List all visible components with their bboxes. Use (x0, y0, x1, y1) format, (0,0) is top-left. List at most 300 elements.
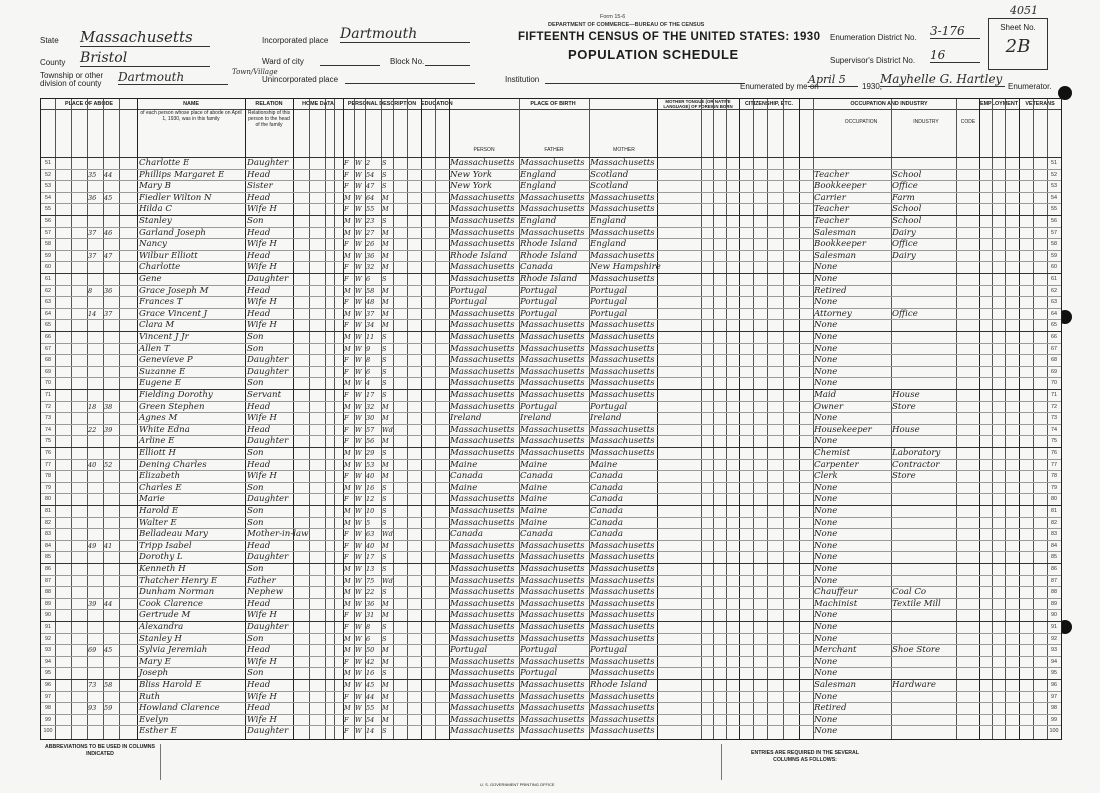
cell-pob: Massachusetts (450, 726, 515, 737)
line-number: 93 (1051, 647, 1057, 654)
cell-rel: Head (247, 192, 271, 203)
column-divider (119, 99, 120, 739)
cell-age: 2 (366, 159, 371, 167)
line-number: 64 (45, 310, 51, 317)
cell-race: W (355, 472, 362, 481)
cell-age: 12 (366, 495, 375, 504)
cell-race: W (355, 646, 362, 655)
column-divider (767, 99, 768, 739)
cell-age: 17 (366, 391, 375, 399)
cell-sex: M (344, 704, 351, 713)
cell-mpob: Massachusetts (590, 366, 655, 377)
cell-name: Grace Vincent J (139, 308, 208, 319)
cell-occ: None (814, 343, 838, 354)
cell-name: Stanley (139, 216, 172, 226)
enumerator-name: Mayhelle G. Hartley (880, 72, 1005, 87)
cell-race: W (355, 414, 362, 423)
line-number: 65 (1051, 322, 1057, 329)
cell-ms: M (382, 321, 389, 330)
cell-sex: M (344, 576, 351, 585)
line-number: 63 (45, 299, 51, 306)
cell-race: W (355, 669, 362, 678)
cell-mpob: Massachusetts (590, 587, 655, 598)
township-value: Dartmouth (118, 70, 228, 85)
cell-sex: M (344, 634, 351, 643)
cell-rel: Nephew (247, 587, 284, 598)
cell-race: W (355, 611, 362, 620)
cell-fpob: Portugal (520, 297, 558, 308)
cell-name: Mary E (139, 656, 171, 667)
cell-occ: Chemist (814, 448, 850, 458)
cell-name: Arline E (139, 436, 175, 447)
cell-fpob: Massachusetts (520, 598, 585, 609)
cell-dw: 37 (88, 228, 97, 237)
line-number: 93 (45, 647, 51, 654)
cell-occ: None (814, 691, 838, 702)
cell-mpob: Portugal (590, 401, 628, 412)
cell-rel: Wife H (247, 691, 277, 702)
cell-ms: S (382, 367, 387, 376)
cell-fam: 45 (104, 646, 113, 655)
cell-age: 14 (366, 727, 375, 736)
cell-age: 36 (366, 251, 375, 260)
line-number: 79 (45, 484, 51, 491)
cell-age: 75 (366, 576, 375, 585)
cell-name: Joseph (139, 668, 169, 679)
cell-ms: M (382, 414, 389, 423)
cell-fpob: Massachusetts (520, 633, 585, 644)
cell-ms: M (382, 286, 389, 295)
cell-sex: F (344, 727, 349, 736)
cell-pob: Portugal (450, 645, 488, 656)
cell-mpob: Rhode Island (590, 680, 648, 690)
cell-ms: M (382, 205, 389, 214)
cell-mpob: Massachusetts (590, 250, 655, 261)
cell-race: W (355, 321, 362, 330)
cell-pob: Canada (450, 471, 483, 482)
cell-sex: F (344, 240, 349, 249)
cell-age: 31 (366, 611, 375, 620)
cell-sex: M (344, 193, 351, 202)
cell-name: Garland Joseph (139, 227, 206, 238)
cell-rel: Head (247, 250, 271, 261)
line-number: 92 (45, 635, 51, 642)
cell-ind: Store (892, 401, 916, 412)
cell-fpob: Massachusetts (520, 355, 585, 366)
cell-rel: Son (247, 564, 264, 574)
cell-rel: Son (247, 506, 264, 516)
column-divider (701, 99, 702, 739)
cell-pob: Massachusetts (450, 158, 515, 168)
cell-rel: Head (247, 285, 271, 296)
group-personal-description: PERSONAL DESCRIPTION (343, 99, 421, 110)
institution-label: Institution (505, 75, 540, 84)
cell-race: W (355, 727, 362, 736)
cell-age: 16 (366, 669, 375, 678)
cell-occ: None (814, 529, 838, 540)
cell-dw: 39 (88, 599, 97, 608)
cell-occ: None (814, 274, 838, 284)
cell-name: Charlotte (139, 262, 181, 273)
cell-rel: Daughter (247, 274, 289, 284)
cell-occ: Salesman (814, 250, 857, 261)
cell-mpob: Canada (590, 506, 623, 516)
cell-fpob: Portugal (520, 308, 558, 319)
cell-sex: F (344, 275, 349, 283)
cell-pob: Portugal (450, 285, 488, 296)
cell-sex: M (344, 344, 351, 353)
cell-age: 8 (366, 356, 371, 365)
cell-mpob: Massachusetts (590, 424, 655, 435)
cell-ms: M (382, 309, 389, 318)
cell-dw: 8 (88, 286, 93, 295)
cell-name: Green Stephen (139, 401, 205, 412)
cell-race: W (355, 704, 362, 713)
line-number: 71 (45, 392, 51, 398)
cell-occ: Attorney (814, 308, 852, 319)
line-number: 84 (1051, 542, 1057, 549)
cell-name: Harold E (139, 506, 179, 516)
cell-race: W (355, 518, 362, 527)
cell-age: 16 (366, 483, 375, 492)
cell-sex: F (344, 553, 349, 562)
cell-fam: 38 (104, 402, 113, 411)
column-divider (71, 99, 72, 739)
cell-race: W (355, 240, 362, 249)
cell-race: W (355, 228, 362, 237)
cell-name: Alexandra (139, 622, 184, 632)
line-number: 52 (45, 171, 51, 178)
line-number: 92 (1051, 635, 1057, 642)
cell-ind: Dairy (892, 227, 916, 238)
cell-occ: None (814, 332, 838, 342)
line-number: 83 (45, 531, 51, 538)
cell-occ: None (814, 378, 838, 389)
cell-occ: None (814, 366, 838, 377)
cell-fpob: Canada (520, 471, 553, 482)
line-number: 73 (45, 415, 51, 422)
cell-mpob: Massachusetts (590, 158, 655, 168)
line-number: 74 (45, 426, 51, 433)
cell-name: Tripp Isabel (139, 540, 192, 551)
cell-occ: None (814, 668, 838, 679)
cell-mpob: Massachusetts (590, 656, 655, 667)
cell-sex: M (344, 669, 351, 678)
line-number: 82 (45, 519, 51, 526)
person-column-head: PERSON (473, 147, 495, 153)
cell-rel: Wife H (247, 297, 277, 308)
cell-sex: F (344, 159, 349, 167)
cell-name: Howland Clarence (139, 703, 220, 714)
cell-fpob: Massachusetts (520, 587, 585, 598)
line-number: 77 (45, 461, 51, 468)
supervisor-value: 16 (930, 48, 980, 63)
cell-fpob: Maine (520, 506, 548, 516)
cell-name: Belladeau Mary (139, 529, 208, 540)
cell-fpob: Massachusetts (520, 436, 585, 447)
sheet-value: 2B (1005, 36, 1031, 57)
cell-sex: M (344, 251, 351, 260)
cell-mpob: Canada (590, 482, 623, 493)
cell-ms: M (382, 704, 389, 713)
cell-age: 27 (366, 228, 375, 237)
cell-name: Bliss Harold E (139, 680, 202, 690)
cell-ms: Wd (382, 576, 393, 585)
cell-fpob: Massachusetts (520, 378, 585, 389)
line-number: 71 (1051, 392, 1057, 398)
cell-occ: Merchant (814, 645, 857, 656)
cell-name: Sylvia Jeremiah (139, 645, 208, 656)
cell-fpob: Massachusetts (520, 320, 585, 331)
cell-race: W (355, 344, 362, 353)
group-place-of-abode: PLACE OF ABODE (41, 99, 137, 110)
cell-pob: Maine (450, 482, 478, 493)
ward-label: Ward of city (262, 57, 304, 66)
cell-name: Fielding Dorothy (139, 390, 213, 400)
stamp-number: 4051 (1010, 4, 1038, 17)
cell-fpob: Massachusetts (520, 343, 585, 354)
cell-race: W (355, 425, 362, 434)
line-number: 55 (1051, 206, 1057, 213)
cell-rel: Head (247, 598, 271, 609)
cell-name: Kenneth H (139, 564, 186, 574)
cell-sex: F (344, 495, 349, 504)
cell-ms: S (382, 449, 387, 457)
cell-pob: Massachusetts (450, 308, 515, 319)
institution-value-line (545, 73, 745, 84)
cell-ms: S (382, 170, 387, 179)
cell-ms: M (382, 402, 389, 411)
cell-fpob: Massachusetts (520, 390, 585, 400)
cell-pob: New York (450, 181, 493, 192)
state-label: State (40, 36, 59, 45)
cell-mpob: Massachusetts (590, 204, 655, 215)
cell-ms: S (382, 553, 387, 562)
relation-column-head: Relationship of this person to the head of the family (247, 110, 291, 128)
cell-race: W (355, 437, 362, 446)
line-number: 72 (45, 403, 51, 410)
cell-sex: M (344, 286, 351, 295)
cell-occ: None (814, 436, 838, 447)
cell-age: 4 (366, 379, 371, 388)
line-number: 85 (1051, 554, 1057, 561)
cell-race: W (355, 576, 362, 585)
cell-pob: Massachusetts (450, 587, 515, 598)
cell-rel: Head (247, 680, 271, 690)
cell-name: Hilda C (139, 204, 172, 215)
cell-rel: Father (247, 575, 276, 586)
abbrev-title: ABBREVIATIONS TO BE USED IN COLUMNS INDICATED (45, 744, 155, 757)
line-number: 60 (45, 264, 51, 271)
cell-ms: M (382, 298, 389, 307)
cell-mpob: Massachusetts (590, 575, 655, 586)
cell-sex: M (344, 599, 351, 608)
cell-mpob: Portugal (590, 308, 628, 319)
cell-rel: Wife H (247, 714, 277, 725)
cell-rel: Mother-in-law (247, 529, 309, 540)
cell-name: White Edna (139, 424, 190, 435)
cell-sex: F (344, 170, 349, 179)
mother-column-head: MOTHER (613, 147, 635, 153)
cell-sex: F (344, 367, 349, 376)
cell-mpob: Massachusetts (590, 390, 655, 400)
cell-sex: F (344, 611, 349, 620)
cell-race: W (355, 402, 362, 411)
cell-occ: Housekeeper (814, 424, 872, 435)
cell-fpob: Massachusetts (520, 448, 585, 458)
line-number: 52 (1051, 171, 1057, 178)
group-relation: RELATION (245, 99, 293, 110)
line-number: 61 (1051, 276, 1057, 282)
line-number: 89 (1051, 600, 1057, 607)
column-divider (992, 99, 993, 739)
column-divider (334, 99, 335, 739)
line-number: 83 (1051, 531, 1057, 538)
cell-ind: Textile Mill (892, 598, 941, 609)
cell-occ: None (814, 552, 838, 563)
cell-pob: Massachusetts (450, 343, 515, 354)
line-number: 91 (1051, 624, 1057, 630)
line-number: 74 (1051, 426, 1057, 433)
line-number: 69 (1051, 368, 1057, 375)
column-divider (1033, 99, 1034, 739)
cell-name: Charles E (139, 482, 182, 493)
cell-fpob: Portugal (520, 668, 558, 679)
cell-name: Ruth (139, 691, 160, 702)
line-number: 64 (1051, 310, 1057, 317)
column-divider (137, 99, 138, 739)
line-number: 56 (1051, 218, 1057, 224)
cell-age: 30 (366, 414, 375, 423)
cell-sex: F (344, 530, 349, 539)
code-column-head: CODE (960, 119, 976, 125)
name-column-head: of each person whose place of abode on April 1, 1930, was in this family (140, 110, 242, 122)
cell-pob: Massachusetts (450, 227, 515, 238)
cell-occ: None (814, 320, 838, 331)
cell-occ: Teacher (814, 169, 849, 180)
cell-sex: M (344, 333, 351, 341)
line-number: 68 (45, 357, 51, 364)
line-number: 96 (45, 682, 51, 688)
cell-name: Elliott H (139, 448, 176, 458)
cell-pob: Massachusetts (450, 332, 515, 342)
cell-mpob: Massachusetts (590, 598, 655, 609)
cell-occ: None (814, 564, 838, 574)
cell-age: 6 (366, 634, 371, 643)
cell-sex: M (344, 646, 351, 655)
line-number: 90 (1051, 612, 1057, 619)
cell-occ: Maid (814, 390, 837, 400)
cell-race: W (355, 251, 362, 260)
line-number: 66 (45, 334, 51, 340)
cell-fpob: Massachusetts (520, 552, 585, 563)
cell-occ: Salesman (814, 680, 857, 690)
group-veterans: VETERANS (1019, 99, 1061, 110)
cell-pob: Massachusetts (450, 610, 515, 621)
cell-sex: M (344, 483, 351, 492)
cell-dw: 40 (88, 460, 97, 469)
cell-fam: 47 (104, 251, 113, 260)
cell-name: Dening Charles (139, 459, 207, 470)
cell-rel: Servant (247, 390, 282, 400)
group-name: NAME (137, 99, 245, 110)
cell-rel: Son (247, 448, 264, 458)
column-divider (1019, 99, 1020, 739)
enumerated-date: April 5 (808, 73, 858, 87)
ward-value-line (320, 55, 380, 66)
line-number: 97 (45, 693, 51, 700)
line-number: 80 (45, 496, 51, 503)
cell-fam: 41 (104, 541, 113, 550)
cell-pob: Massachusetts (450, 656, 515, 667)
cell-occ: Teacher (814, 204, 849, 215)
column-divider (726, 99, 727, 739)
cell-occ: Carrier (814, 192, 846, 203)
cell-occ: Owner (814, 401, 844, 412)
cell-pob: Massachusetts (450, 552, 515, 563)
cell-occ: Teacher (814, 216, 849, 226)
cell-ind: Office (892, 181, 918, 192)
cell-ms: S (382, 623, 387, 631)
cell-occ: None (814, 355, 838, 366)
cell-pob: Massachusetts (450, 575, 515, 586)
cell-rel: Daughter (247, 366, 289, 377)
cell-age: 64 (366, 193, 375, 202)
enumerator-label: Enumerator. (1008, 82, 1052, 91)
cell-ms: S (382, 565, 387, 573)
cell-age: 56 (366, 437, 375, 446)
cell-race: W (355, 286, 362, 295)
column-divider (956, 99, 957, 739)
cell-pob: Massachusetts (450, 680, 515, 690)
cell-sex: M (344, 507, 351, 515)
cell-rel: Son (247, 343, 264, 354)
line-number: 51 (45, 160, 51, 166)
line-number: 75 (1051, 438, 1057, 445)
cell-pob: Rhode Island (450, 250, 508, 261)
cell-occ: None (814, 575, 838, 586)
column-divider (979, 99, 980, 739)
cell-age: 10 (366, 507, 375, 515)
line-number: 66 (1051, 334, 1057, 340)
cell-mpob: Portugal (590, 297, 628, 308)
line-number: 85 (45, 554, 51, 561)
line-number: 80 (1051, 496, 1057, 503)
cell-sex: M (344, 402, 351, 411)
cell-ms: M (382, 460, 389, 469)
line-number: 95 (1051, 670, 1057, 677)
cell-rel: Son (247, 482, 264, 493)
cell-occ: Clerk (814, 471, 838, 482)
line-number: 78 (45, 473, 51, 480)
line-number: 75 (45, 438, 51, 445)
group-mother-tongue: MOTHER TONGUE (OR NATIVE LANGUAGE) OF FOREIGN BORN (657, 99, 739, 110)
cell-age: 8 (366, 623, 371, 631)
cell-fpob: Portugal (520, 645, 558, 656)
block-value-line (425, 55, 470, 66)
cell-ind: Coal Co (892, 587, 927, 598)
line-number: 78 (1051, 473, 1057, 480)
cell-fpob: Rhode Island (520, 274, 578, 284)
line-number: 86 (1051, 566, 1057, 572)
cell-age: 29 (366, 449, 375, 457)
cell-age: 32 (366, 402, 375, 411)
cell-age: 42 (366, 657, 375, 666)
cell-name: Marie (139, 494, 165, 505)
cell-sex: M (344, 681, 351, 689)
cell-mpob: Massachusetts (590, 448, 655, 458)
footer (40, 740, 1060, 790)
